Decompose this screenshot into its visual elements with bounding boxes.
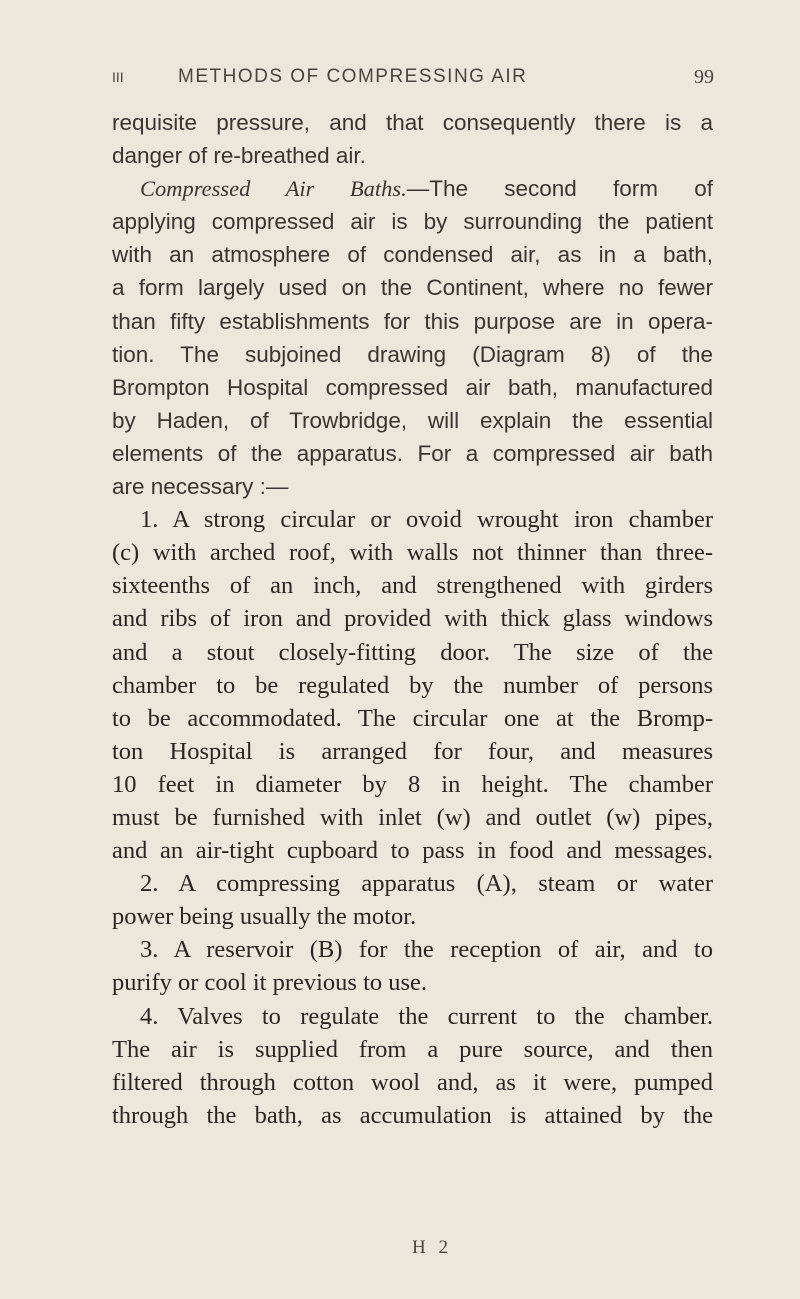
text-line: and a stout closely-fitting door. The size of the: [112, 638, 713, 666]
text-line: and ribs of iron and provided with thick glass windows: [112, 605, 713, 633]
text-line: 10 feet in diameter by 8 in height. The chamber: [112, 770, 713, 798]
text-line: 1. A strong circular or ovoid wrought iron chamber: [140, 506, 713, 534]
text-line: than fifty establishments for this purpose are in opera-: [112, 308, 713, 334]
running-head-title: METHODS OF COMPRESSING AIR: [178, 66, 528, 87]
text-line: danger of re-breathed air.: [112, 143, 366, 169]
text-line-rest: —The second form of: [406, 176, 713, 202]
text-line: by Haden, of Trowbridge, will explain the essential: [112, 407, 713, 433]
text-line: applying compressed air is by surrounding the patient: [112, 209, 713, 235]
text-line: power being usually the motor.: [112, 903, 417, 931]
text-line: elements of the apparatus. For a compressed air bath: [112, 440, 713, 466]
page-number: 99: [694, 66, 714, 88]
text-line: 2. A compressing apparatus (A), steam or water: [140, 870, 713, 898]
text-line: a form largely used on the Continent, where no fewer: [112, 275, 713, 301]
text-line: through the bath, as accumulation is attained by the: [112, 1101, 713, 1129]
text-line: tion. The subjoined drawing (Diagram 8) of the: [112, 341, 713, 367]
body-text: [112, 106, 713, 1132]
text-line: filtered through cotton wool and, as it were, pumped: [112, 1068, 713, 1096]
text-line: ton Hospital is arranged for four, and measures: [112, 737, 713, 765]
text-line: 3. A reservoir (B) for the reception of air, and to: [140, 936, 713, 964]
left-folio-mark: III: [112, 69, 124, 85]
running-head: [112, 66, 712, 96]
text-line: chamber to be regulated by the number of persons: [112, 671, 713, 699]
text-line: must be furnished with inlet (w) and outlet (w) pipes,: [112, 803, 713, 831]
text-line: (c) with arched roof, with walls not thinner than three-: [112, 539, 713, 567]
text-line: to be accommodated. The circular one at the Bromp-: [112, 704, 713, 732]
section-heading: Compressed Air Baths.: [140, 176, 407, 202]
text-line: The air is supplied from a pure source, and then: [112, 1035, 713, 1063]
text-line: with an atmosphere of condensed air, as in a bath,: [112, 242, 713, 268]
text-line: and an air-tight cupboard to pass in food and messages.: [112, 837, 713, 865]
text-line: [112, 172, 713, 205]
text-line: Brompton Hospital compressed air bath, manufactured: [112, 374, 713, 400]
text-line: purify or cool it previous to use.: [112, 969, 428, 997]
text-line: sixteenths of an inch, and strengthened with girders: [112, 572, 713, 600]
signature-mark: H 2: [412, 1237, 452, 1258]
text-line: are necessary :—: [112, 474, 289, 500]
text-line: 4. Valves to regulate the current to the chamber.: [140, 1002, 713, 1030]
text-line: requisite pressure, and that consequently there is a: [112, 110, 713, 135]
